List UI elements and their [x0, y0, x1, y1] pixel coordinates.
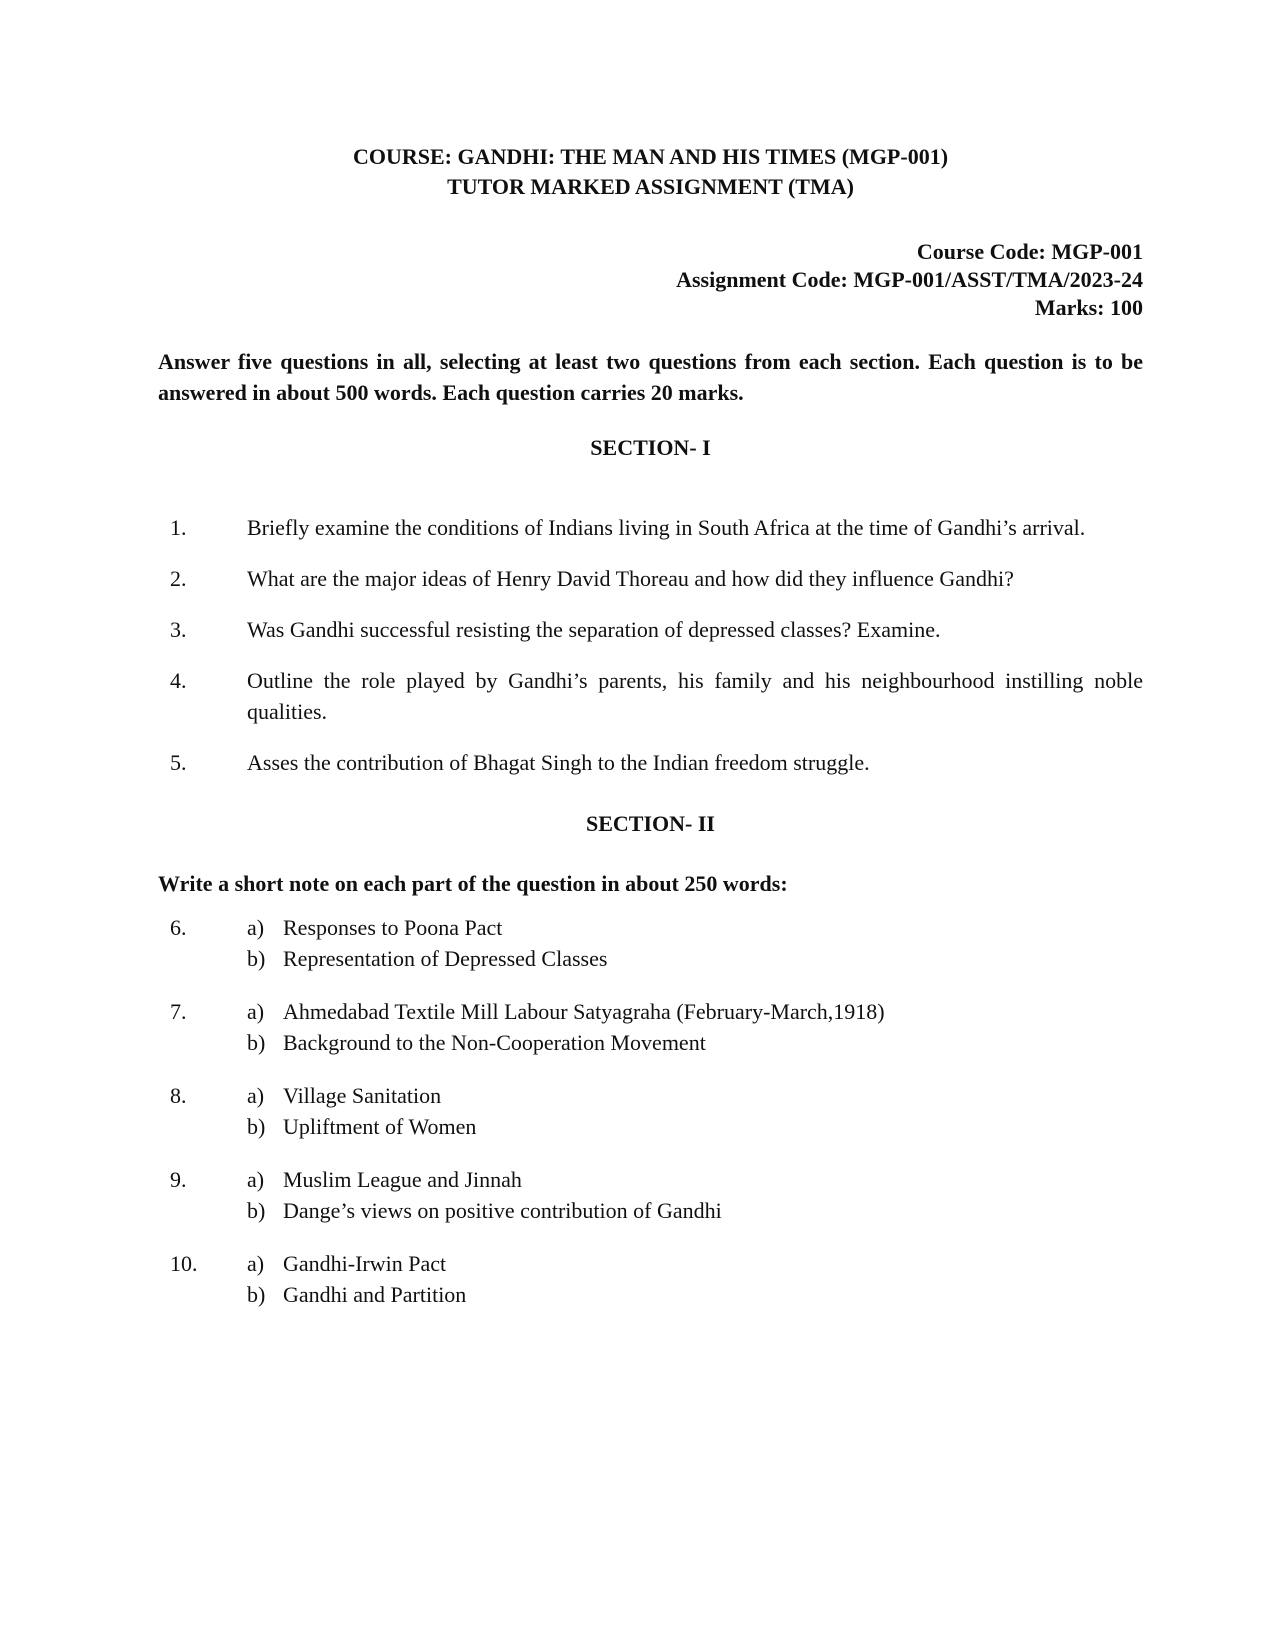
- question-number: 3.: [170, 617, 187, 642]
- part-label: b): [247, 1114, 266, 1139]
- part-text: Gandhi-Irwin Pact: [283, 1251, 447, 1276]
- question-part-b: [247, 1195, 1143, 1226]
- question-number: 7.: [170, 999, 187, 1024]
- question-number: 5.: [170, 750, 187, 775]
- question-row-10: [158, 1248, 1143, 1310]
- section2-heading: SECTION- II: [586, 811, 715, 836]
- question-part-b: [247, 1111, 1143, 1142]
- part-text: Gandhi and Partition: [283, 1282, 467, 1307]
- question-parts: [247, 996, 1143, 1058]
- marks-line: Marks: 100: [1034, 295, 1143, 320]
- question-row-5: [158, 747, 1143, 778]
- question-row-1: [158, 512, 1143, 543]
- part-label: a): [247, 999, 265, 1024]
- part-label: b): [247, 1282, 266, 1307]
- part-label: a): [247, 1083, 265, 1108]
- question-part-b: [247, 943, 1143, 974]
- question-number: 1.: [170, 515, 187, 540]
- part-text: Muslim League and Jinnah: [283, 1167, 522, 1192]
- part-label: b): [247, 1198, 266, 1223]
- part-text: Village Sanitation: [283, 1083, 442, 1108]
- part-label: a): [247, 915, 265, 940]
- document-header: [158, 142, 1143, 202]
- question-row-8: [158, 1080, 1143, 1142]
- question-row-4: [158, 665, 1143, 727]
- question-part-b: [247, 1279, 1143, 1310]
- question-number: 4.: [170, 668, 187, 693]
- question-row-2: [158, 563, 1143, 594]
- question-parts: [247, 1164, 1143, 1226]
- part-text: Responses to Poona Pact: [283, 915, 503, 940]
- question-parts: [247, 912, 1143, 974]
- question-text: Outline the role played by Gandhi’s parents, his family and his neighbourhood instilling noble qualities.: [247, 668, 1143, 724]
- general-instructions: Answer five questions in all, selecting at least two questions from each section. Each question is to be answered in about 500 words. Each question carries 20 marks.: [158, 349, 1143, 405]
- part-text: Representation of Depressed Classes: [283, 946, 608, 971]
- question-row-6: [158, 912, 1143, 974]
- part-text: Dange’s views on positive contribution of Gandhi: [283, 1198, 722, 1223]
- document-content: [158, 0, 1143, 1332]
- question-row-3: [158, 614, 1143, 645]
- question-text: Was Gandhi successful resisting the separation of depressed classes? Examine.: [247, 617, 941, 642]
- question-number: 10.: [170, 1251, 198, 1276]
- question-parts: [247, 1248, 1143, 1310]
- question-number: 8.: [170, 1083, 187, 1108]
- assignment-code-line: Assignment Code: MGP-001/ASST/TMA/2023-24: [676, 267, 1143, 292]
- part-label: b): [247, 946, 266, 971]
- question-number: 6.: [170, 915, 187, 940]
- assignment-title: TUTOR MARKED ASSIGNMENT (TMA): [447, 174, 854, 199]
- question-number: 2.: [170, 566, 187, 591]
- part-text: Upliftment of Women: [283, 1114, 477, 1139]
- question-part-b: [247, 1027, 1143, 1058]
- question-row-9: [158, 1164, 1143, 1226]
- section1-heading: SECTION- I: [590, 435, 711, 460]
- section1-question-list: [158, 512, 1143, 778]
- question-text: What are the major ideas of Henry David Thoreau and how did they influence Gandhi?: [247, 566, 1014, 591]
- course-title: COURSE: GANDHI: THE MAN AND HIS TIMES (MGP-001): [352, 144, 949, 169]
- part-text: Ahmedabad Textile Mill Labour Satyagraha (February-March,1918): [283, 999, 885, 1024]
- section2-instructions: Write a short note on each part of the question in about 250 words:: [158, 871, 788, 896]
- question-row-7: [158, 996, 1143, 1058]
- section2-question-list: [158, 912, 1143, 1310]
- question-parts: [247, 1080, 1143, 1142]
- question-part-a: [247, 1164, 1143, 1195]
- question-part-a: [247, 1080, 1143, 1111]
- part-label: a): [247, 1251, 265, 1276]
- question-part-a: [247, 1248, 1143, 1279]
- part-label: b): [247, 1030, 266, 1055]
- question-number: 9.: [170, 1167, 187, 1192]
- question-part-a: [247, 912, 1143, 943]
- question-text: Asses the contribution of Bhagat Singh to the Indian freedom struggle.: [247, 750, 870, 775]
- meta-block: [158, 238, 1143, 322]
- question-text: Briefly examine the conditions of Indians living in South Africa at the time of Gandhi’s arrival.: [247, 515, 1086, 540]
- question-part-a: [247, 996, 1143, 1027]
- course-code-line: Course Code: MGP-001: [916, 239, 1143, 264]
- part-text: Background to the Non-Cooperation Movement: [283, 1030, 706, 1055]
- part-label: a): [247, 1167, 265, 1192]
